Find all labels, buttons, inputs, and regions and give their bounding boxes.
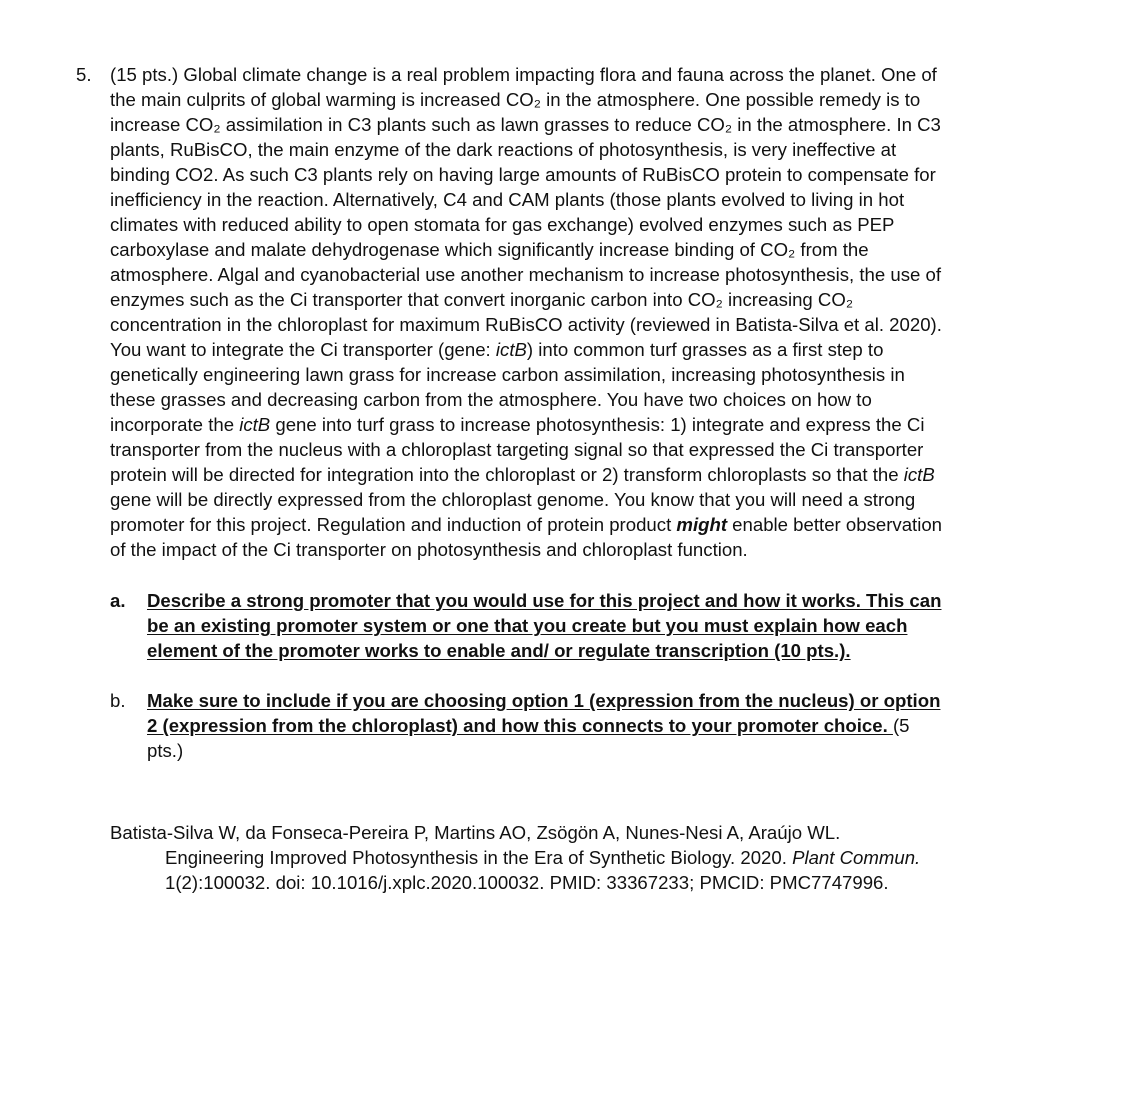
citation-line [110, 845, 1020, 870]
question-text [110, 62, 1020, 562]
question-line: atmosphere. Algal and cyanobacterial use another mechanism to increase photosynthesis, the use of [110, 264, 942, 285]
sub-question-line: element of the promoter works to enable and/ or regulate transcription (10 pts.). [147, 640, 851, 661]
citation-line: 1(2):100032. doi: 10.1016/j.xplc.2020.100032. PMID: 33367233; PMCID: PMC7747996. [165, 872, 889, 893]
line-text: Engineering Improved Photosynthesis in the Era of Synthetic Biology. 2020. [165, 847, 793, 868]
question-line: these grasses and decreasing carbon from the atmosphere. You have two choices on how to [110, 389, 872, 410]
question-line: concentration in the chloroplast for maximum RuBisCO activity (reviewed in Batista-Silva et al. 2020). [110, 314, 942, 335]
question-line [110, 512, 1020, 537]
question-line: genetically engineering lawn grass for increase carbon assimilation, increasing photosynthesis in [110, 364, 905, 385]
question-line: (15 pts.) Global climate change is a real problem impacting flora and fauna across the planet. One of [110, 64, 937, 85]
reference-citation [110, 820, 1020, 895]
question-line: binding CO2. As such C3 plants rely on having large amounts of RuBisCO protein to compensate for [110, 164, 936, 185]
gene-name: ictB [239, 414, 271, 435]
gene-name: ictB [903, 464, 935, 485]
sub-question-letter: b. [110, 690, 126, 711]
sub-question-b [110, 688, 1020, 763]
question-line: increase CO₂ assimilation in C3 plants such as lawn grasses to reduce CO₂ in the atmosphere. In C3 [110, 114, 941, 135]
question-line [110, 337, 1020, 362]
points-text: (5 [892, 715, 910, 736]
question-line: transporter from the nucleus with a chloroplast targeting signal so that expressed the Ci transporter [110, 439, 924, 460]
sub-question-letter: a. [110, 590, 126, 611]
sub-question-line: Describe a strong promoter that you would use for this project and how it works. This can [147, 590, 942, 611]
question-line: plants, RuBisCO, the main enzyme of the dark reactions of photosynthesis, is very ineffective at [110, 139, 897, 160]
question-number: 5. [76, 64, 92, 85]
line-text: ) into common turf grasses as a first step to [526, 339, 884, 360]
question-line [110, 412, 1020, 437]
sub-question-line: be an existing promoter system or one that you create but you must explain how each [147, 615, 908, 636]
line-text: promoter for this project. Regulation and induction of protein product [110, 514, 677, 535]
sub-question-line: Make sure to include if you are choosing option 1 (expression from the nucleus) or option [147, 690, 941, 711]
question-line: inefficiency in the reaction. Alternatively, C4 and CAM plants (those plants evolved to living in hot [110, 189, 905, 210]
line-text: 2 (expression from the chloroplast) and how this connects to your promoter choice. [147, 715, 893, 736]
sub-question-text [147, 588, 1020, 663]
sub-question-text [147, 688, 1020, 763]
question-line: carboxylase and malate dehydrogenase which significantly increase binding of CO₂ from the [110, 239, 869, 260]
line-text: You want to integrate the Ci transporter (gene: [110, 339, 496, 360]
question-line: of the impact of the Ci transporter on photosynthesis and chloroplast function. [110, 539, 748, 560]
sub-question-line [147, 713, 1020, 738]
gene-name: ictB [495, 339, 527, 360]
line-text: protein will be directed for integration into the chloroplast or 2) transform chloroplasts so that the [110, 464, 904, 485]
line-text: incorporate the [110, 414, 240, 435]
question-line: gene will be directly expressed from the chloroplast genome. You know that you will need a strong [110, 489, 916, 510]
question-line [110, 462, 1020, 487]
line-text: enable better observation [727, 514, 943, 535]
question-line: the main culprits of global warming is increased CO₂ in the atmosphere. One possible remedy is to [110, 89, 921, 110]
sub-question-a [110, 588, 1020, 663]
emphasis-might: might [676, 514, 728, 535]
line-text: gene into turf grass to increase photosynthesis: 1) integrate and express the Ci [270, 414, 925, 435]
citation-line: Batista-Silva W, da Fonseca-Pereira P, Martins AO, Zsögön A, Nunes-Nesi A, Araújo WL. [110, 822, 841, 843]
question-5 [76, 62, 1036, 562]
journal-name: Plant Commun. [792, 847, 921, 868]
sub-question-line: pts.) [147, 740, 184, 761]
question-line: enzymes such as the Ci transporter that convert inorganic carbon into CO₂ increasing CO₂ [110, 289, 854, 310]
question-line: climates with reduced ability to open stomata for gas exchange) evolved enzymes such as PEP [110, 214, 895, 235]
